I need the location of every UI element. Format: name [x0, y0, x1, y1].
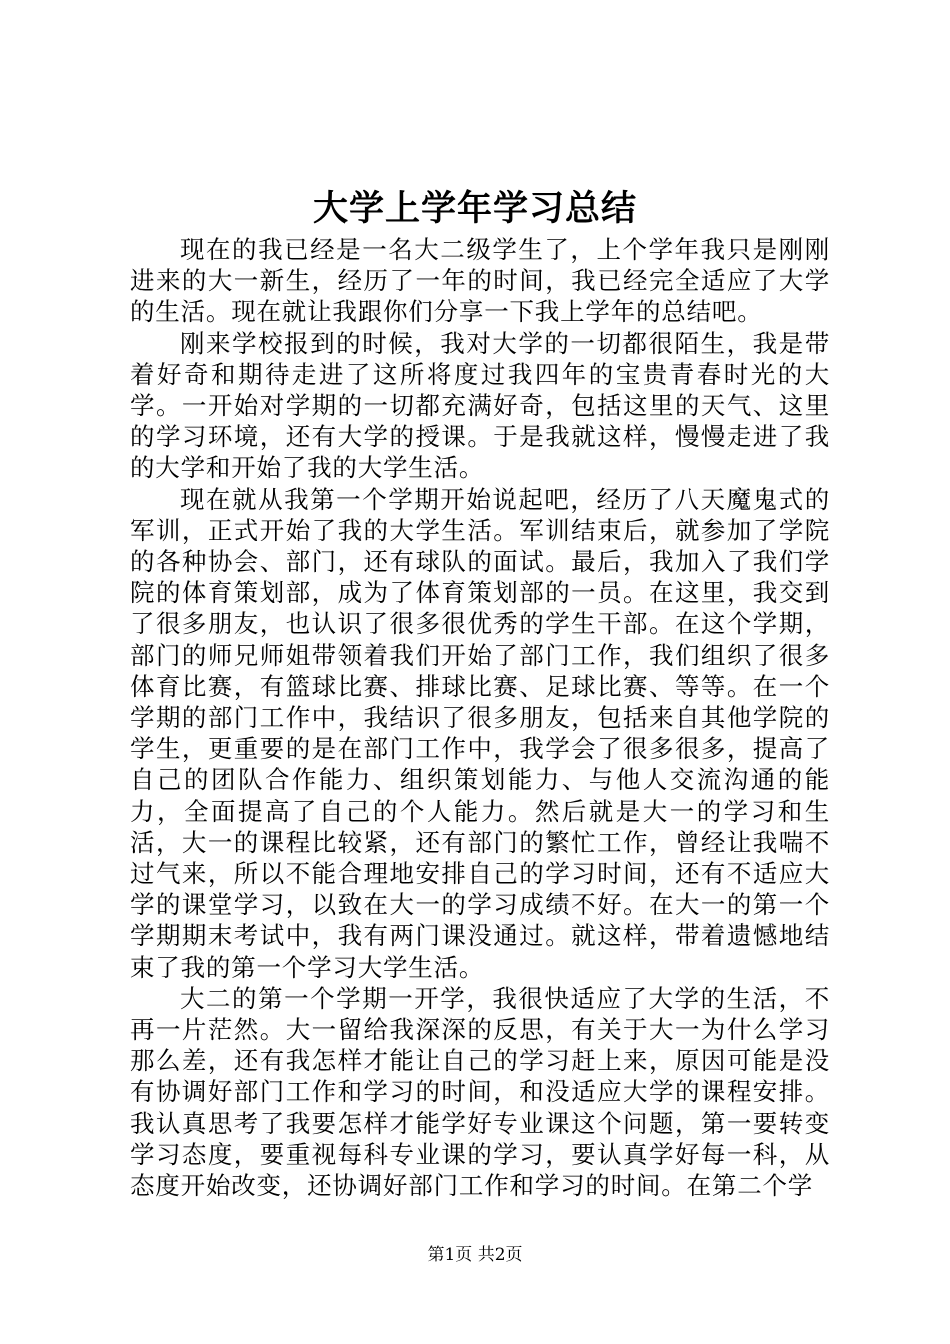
page-number-footer: 第1页 共2页 [427, 1245, 523, 1265]
paragraph-1: 现在的我已经是一名大二级学生了，上个学年我只是刚刚进来的大一新生，经历了一年的时间，我已经完全适应了大学的生活。现在就让我跟你们分享一下我上学年的总结吧。 [130, 235, 830, 327]
paragraph-2: 刚来学校报到的时候，我对大学的一切都很陌生，我是带着好奇和期待走进了这所将度过我四年的宝贵青春时光的大学。一开始对学期的一切都充满好奇，包括这里的天气、这里的学习环境，还有大学的授课。于是我就这样，慢慢走进了我的大学和开始了我的大学生活。 [130, 328, 830, 483]
paragraph-3: 现在就从我第一个学期开始说起吧，经历了八天魔鬼式的军训，正式开始了我的大学生活。军训结束后，就参加了学院的各种协会、部门，还有球队的面试。最后，我加入了我们学院的体育策划部，成为了体育策划部的一员。在这里，我交到了很多朋友，也认识了很多很优秀的学生干部。在这个学期，部门的师兄师姐带领着我们开始了部门工作，我们组织了很多体育比赛，有篮球比赛、排球比赛、足球比赛、等等。在一个学期的部门工作中，我结识了很多朋友，包括来自其他学院的学生，更重要的是在部门工作中，我学会了很多很多，提高了自己的团队合作能力、组织策划能力、与他人交流沟通的能力，全面提高了自己的个人能力。然后就是大一的学习和生活，大一的课程比较紧，还有部门的繁忙工作，曾经让我喘不过气来，所以不能合理地安排自己的学习时间，还有不适应大学的课堂学习，以致在大一的学习成绩不好。在大一的第一个学期期末考试中，我有两门课没通过。就这样，带着遗憾地结束了我的第一个学习大学生活。 [130, 484, 830, 982]
paragraph-4: 大二的第一个学期一开学，我很快适应了大学的生活，不再一片茫然。大一留给我深深的反思，有关于大一为什么学习那么差，还有我怎样才能让自己的学习赶上来，原因可能是没有协调好部门工作和学习的时间，和没适应大学的课程安排。我认真思考了我要怎样才能学好专业课这个问题，第一要转变学习态度，要重视每科专业课的学习，要认真学好每一科，从态度开始改变，还协调好部门工作和学习的时间。在第二个学 [130, 983, 830, 1201]
document-body [130, 234, 830, 1201]
document-title: 大学上学年学习总结 [312, 188, 637, 229]
